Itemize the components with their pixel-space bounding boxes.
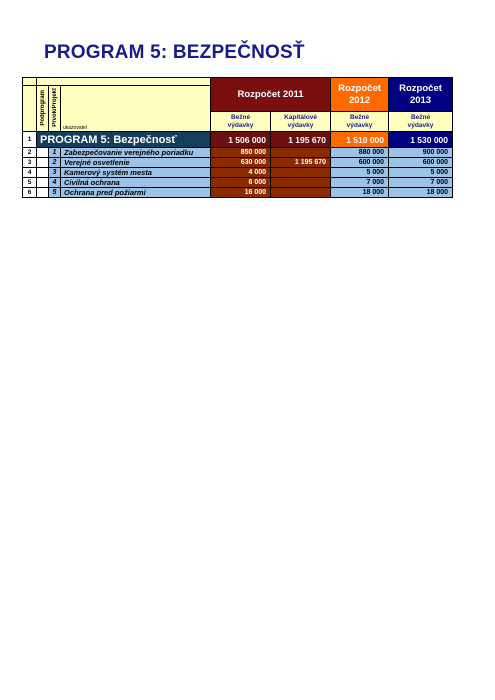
page-title: PROGRAM 5: BEZPEČNOSŤ: [44, 42, 305, 63]
row-bv-2011: 4 000: [211, 168, 271, 178]
row-num: 3: [23, 158, 37, 168]
row-num: 2: [23, 148, 37, 158]
row-label: Kamerový systém mesta: [61, 168, 211, 178]
header-ukazovatel: ukazovatel: [63, 125, 87, 131]
row-label: Civilná ochrana: [61, 178, 211, 188]
row-label: Verejné osvetlenie: [61, 158, 211, 168]
table-row: [23, 188, 453, 198]
row-bv-2013: 900 000: [389, 148, 453, 158]
row-bv-2013: 7 000: [389, 178, 453, 188]
table-row: [23, 148, 453, 158]
row-kv-2011: [271, 188, 331, 198]
row-code: 5: [49, 188, 61, 198]
row-kv-2011: [271, 148, 331, 158]
row-bv-2011: 850 000: [211, 148, 271, 158]
row-bv-2012: 18 000: [331, 188, 389, 198]
program-bv-2011: 1 506 000: [211, 132, 271, 148]
header-budget-2013: Rozpočet 2013: [389, 78, 453, 112]
row-bv-2013: 600 000: [389, 158, 453, 168]
header-budget-2011: Rozpočet 2011: [211, 78, 331, 112]
row-code: 2: [49, 158, 61, 168]
program-row-num: 1: [23, 132, 37, 148]
table-row: [23, 178, 453, 188]
row-bv-2011: 16 000: [211, 188, 271, 198]
table-row: [23, 168, 453, 178]
header-blank-rownum: [23, 78, 37, 86]
row-num: 4: [23, 168, 37, 178]
row-label: Ochrana pred požiarmi: [61, 188, 211, 198]
header-podprogram: Podprogram: [37, 86, 49, 132]
row-bv-2012: 5 000: [331, 168, 389, 178]
row-code: 4: [49, 178, 61, 188]
header-kapitalove-2011: Kapitálové výdavky: [271, 112, 331, 132]
program-bv-2012: 1 510 000: [331, 132, 389, 148]
row-kv-2011: [271, 168, 331, 178]
row-code: 1: [49, 148, 61, 158]
row-blank: [37, 178, 49, 188]
row-bv-2013: 18 000: [389, 188, 453, 198]
row-blank: [37, 158, 49, 168]
row-bv-2012: 7 000: [331, 178, 389, 188]
row-bv-2012: 600 000: [331, 158, 389, 168]
row-kv-2011: 1 195 670: [271, 158, 331, 168]
program-row-label: PROGRAM 5: Bezpečnosť: [37, 132, 211, 148]
row-bv-2013: 5 000: [389, 168, 453, 178]
row-num: 6: [23, 188, 37, 198]
header-rownum-cell: [23, 86, 37, 132]
row-blank: [37, 188, 49, 198]
program-row: [23, 132, 453, 148]
header-bezne-2011: Bežné výdavky: [211, 112, 271, 132]
header-prvok-projekt: Prvok/Projekt: [49, 86, 61, 132]
table-row: [23, 158, 453, 168]
header-budget-2012: Rozpočet 2012: [331, 78, 389, 112]
program-kv-2011: 1 195 670: [271, 132, 331, 148]
row-bv-2011: 630 000: [211, 158, 271, 168]
header-bezne-2013: Bežné výdavky: [389, 112, 453, 132]
row-code: 3: [49, 168, 61, 178]
row-blank: [37, 168, 49, 178]
row-bv-2012: 880 000: [331, 148, 389, 158]
row-bv-2011: 6 000: [211, 178, 271, 188]
header-bezne-2012: Bežné výdavky: [331, 112, 389, 132]
row-num: 5: [23, 178, 37, 188]
row-label: Zabezpečovanie verejného poriadku: [61, 148, 211, 158]
program-bv-2013: 1 530 000: [389, 132, 453, 148]
row-blank: [37, 148, 49, 158]
row-kv-2011: [271, 178, 331, 188]
budget-table: [22, 77, 453, 198]
header-ukazovatel-cell: [61, 86, 211, 132]
header-blank-strip: [37, 78, 211, 86]
budget-table-container: [22, 77, 452, 198]
